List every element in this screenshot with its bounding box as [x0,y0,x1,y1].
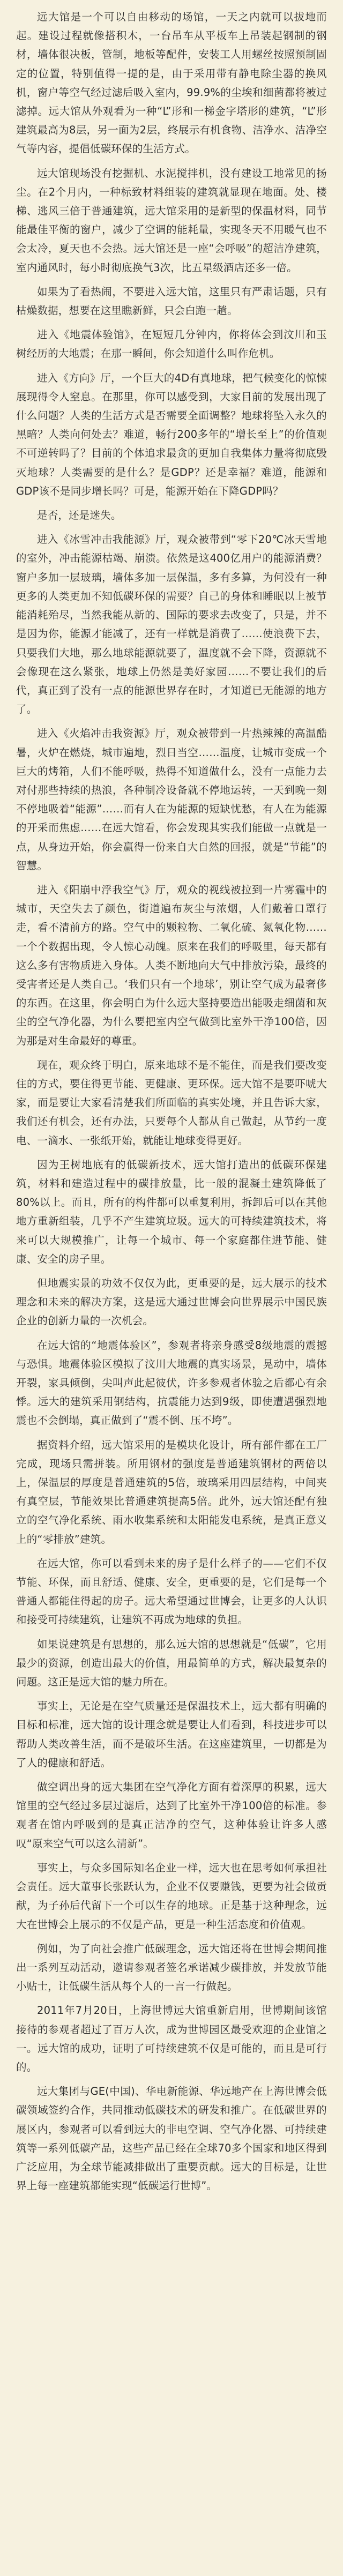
article-paragraph: 但地震实景的功效不仅仅为此，更重要的是，远大展示的技术理念和未来的解决方案，这是远大通过世博会向世界展示中国民族企业的创新力量的一次机会。 [16,1277,327,1327]
article-paragraph: 在远大馆的“地震体验区”，参观者将亲身感受8级地震的震撼与恐惧。地震体验区模拟了汶川大地震的真实场景，晃动中，墙体开裂，家具倾倒，尖叫声此起彼伏，许多参观者体验之后都心有余悸。远大的建筑采用钢结构，抗震能力达到9级，即使遭遇强烈地震也不会倒塌，真正做到了“震不倒、压不垮”。 [16,1339,327,1427]
article-paragraph: 因为王树地底有的低碳新技术，远大馆打造出的低碳环保建筑，材料和建造过程中的碳排放量，比一般的混凝土建筑降低了80%以上。而且，所有的构件都可以重复利用，拆卸后可以在其他地方重新组装，几乎不产生建筑垃圾。远大的可持续建筑技术，将来可以大规模推广，让每一个城市、每一个家庭都住进节能、健康、安全的房子里。 [16,1158,327,1265]
article-paragraph: 进入《冰雪冲击我能源》厅，观众被带到“零下20℃冰天雪地的室外，冲击能源枯竭、崩溃。依然是这400亿用户的能源消费？窗户多加一层玻璃，墙体多加一层保温，多有多算，为何没有一种更多的人类更加不知低碳环保的需要？自己的身体和睡眠以上被节能消耗殆尽，当然我能从新的、国际的要求去改变了，只是，并不是因为你，能源才能减了，还有一样就是消费了……使浪费下去，只要我们大地，那么地球能源就要了，温度就不会下降，资源就不会像现在这么紧张，地球上仍然是美好家园……不要让我们的后代，真正到了没有一点的能源世界存在时，才知道已无能源的地方了。 [16,533,327,716]
article-paragraph: 如果说建筑是有思想的，那么远大馆的思想就是“低碳”，它用最少的资源，创造出最大的价值，用最简单的方式，解决最复杂的问题。这正是远大馆的魅力所在。 [16,1638,327,1689]
article-body [16,8,327,2195]
article-paragraph: 据资料介绍，远大馆采用的是模块化设计，所有部件都在工厂完成，现场只需拼装。所用钢材的强度是普通建筑钢材的两倍以上，保温层的厚度是普通建筑的5倍，玻璃采用四层结构，中间夹有真空层，节能效果比普通建筑提高5倍。此外，远大馆还配有独立的空气净化系统、雨水收集系统和太阳能发电系统，是真正意义上的“零排放”建筑。 [16,1438,327,1545]
article-paragraph: 2011年7月20日，上海世博远大馆重新启用，世博期间该馆接待的参观者超过了百万人次，成为世博园区最受欢迎的企业馆之一。远大馆的成功，证明了可持续建筑不仅是可能的，而且是可行的。 [16,2004,327,2073]
article-paragraph: 事实上，无论是在空气质量还是保温技术上，远大都有明确的目标和标准，远大馆的设计理念就是要让人们看到，科技进步可以帮助人类改善生活，而不是破坏生活。在这座建筑里，一切都是为了人的健康和舒适。 [16,1700,327,1769]
article-paragraph: 例如，为了向社会推广低碳理念，远大馆还将在世博会期间推出一系列互动活动，邀请参观者签名承诺减少碳排放，并发放节能小贴士，让低碳生活从每个人的一言一行做起。 [16,1942,327,1993]
article-paragraph: 进入《地震体验馆》，在短短几分钟内，你将体会到汶川和玉树经历的大地震；在那一瞬间，你会知道什么叫作危机。 [16,328,327,360]
article-paragraph: 进入《阳崩中浮我空气》厅，观众的视线被拉到一片雾霾中的城市，天空失去了颜色，街道遍布灰尘与浓烟，人们戴着口罩行走，看不清前方的路。空气中的颗粒物、二氧化硫、氮氧化物……一个个数据出现，令人惊心动魄。原来在我们的呼吸里，每天都有这么多有害物质进入身体。人类不断地向大气中排放污染，最终的受害者还是人类自己。‘我们只有一个地球’，别让空气成为最奢侈的东西。在这里，你会明白为什么远大坚持要造出能吸走细菌和灰尘的空气净化器，为什么要把室内空气做到比室外干净100倍，因为那是对生命最好的尊重。 [16,883,327,1047]
article-paragraph: 远大集团与GE(中国)、华电新能源、华远地产在上海世博会低碳领域签约合作，共同推动低碳技术的研发和推广。在低碳世界的展区内，参观者可以看到远大的非电空调、空气净化器、可持续建筑等一系列低碳产品，这些产品已经在全球70多个国家和地区得到广泛应用，为全球节能减排做出了重要贡献。远大的目标是，让世界上每一座建筑都能实现“低碳运行世博”。 [16,2085,327,2192]
article-paragraph: 进入《火焰冲击我资源》厅，观众被带到一片热辣辣的高温酷暑，火炉在燃烧，城市遍地，烈日当空……温度，让城市变成一个巨大的烤箱，人们不能呼吸，热得不知道做什么，没有一点能力去对付那些持续的热浪，各种制冷设备就不停地运转，一天到晚一刻不停地吸着“能源”……而有人在为能源的短缺忧愁，有人在为能源的开采而焦虑……在远大馆看，你会发现其实我们能做一点就是一点，从身边开始，你会赢得一份来自大自然的回报，就是“节能”的智慧。 [16,727,327,872]
article-paragraph: 远大馆现场没有挖掘机、水泥搅拌机，没有建设工地常见的扬尘。在2个月内，一种标致材料组装的建筑就显现在地面。处、楼梯、逃风三倍于普通建筑，远大馆采用的是新型的保温材料，同节能最佳平衡的窗户，减少了空调的能耗量，实现冬天不用暖气也不会太冷，夏天也不会热。远大馆还是一座“会呼吸”的超洁净建筑，室内通风时，每小时彻底换气3次，比五星级酒店还多一倍。 [16,167,327,274]
article-paragraph: 做空调出身的远大集团在空气净化方面有着深厚的积累，远大馆里的空气经过多层过滤后，达到了比室外干净100倍的标准。参观者在馆内呼吸到的是真正洁净的空气，这种体验让许多人感叹“原来空气可以这么清新”。 [16,1781,327,1850]
article-paragraph: 进入《方向》厅，一个巨大的4D有真地球，把气候变化的惊悚展现得令人窒息。在那里，你可以感受到，大家目前的发展出现了什么问题？人类的生活方式是否需要全面调整？地球将坠入永久的黑暗？人类向何处去？难道，畅行200多年的“增长至上”的价值观不可逆转吗了？目前的个体追求最贪的更加自我集体力量将彻底毁灭地球？人类需要的是什么？是GDP？还是幸福？难道，能源和GDP该不是同步增长吗？可是，能源开始在下降GDP吗？ [16,371,327,497]
article-paragraph: 现在，观众终于明白，原来地球不是不能住，而是我们要改变住的方式，要住得更节能、更健康、更环保。远大馆不是要吓唬大家，而是要让大家看清楚我们所面临的真实处境，并且告诉大家，我们还有机会，还有办法，只要每个人都从自己做起，从节约一度电、一滴水、一张纸开始，就能让地球变得更好。 [16,1058,327,1147]
article-paragraph: 在远大馆，你可以看到未来的房子是什么样子的——它们不仅节能、环保，而且舒适、健康、安全，更重要的是，它们是每一个普通人都能住得起的房子。远大希望通过世博会，让更多的人认识和接受可持续建筑，让建筑不再成为地球的负担。 [16,1557,327,1626]
article-paragraph: 事实上，与众多国际知名企业一样，远大也在思考如何承担社会责任。远大董事长张跃认为，企业不仅要赚钱，更要为社会做贡献，为子孙后代留下一个可以生存的地球。正是基于这种理念，远大在世博会上展示的不仅是产品，更是一种生活态度和价值观。 [16,1861,327,1931]
article-paragraph: 如果为了看热闹，不要进入远大馆，这里只有严肃话题，只有枯燥数据，想要在这里瞧新鲜，只会白跑一趟。 [16,285,327,317]
article-paragraph: 是否，还是迷失。 [37,509,122,522]
article-paragraph: 远大馆是一个可以自由移动的场馆，一天之内就可以拔地而起。建设过程就像搭积木，一台吊车从平板车上吊装起钢制的钢材，墙体很决板，管制，地板等配件，安装工人用螺丝按照预制固定的位置，特别值得一提的是，由于采用带有静电除尘器的换风机，窗户等空气经过滤后吸入室内，99.9%的尘埃和细菌都将被过滤掉。远大馆从外观看为一种“L”形和一梯金字塔形的建筑，“L”形建筑最高为8层，另一面为2层，终展示有机食物、洁净水、洁净空气等内容，提倡低碳环保的生活方式。 [16,11,327,155]
